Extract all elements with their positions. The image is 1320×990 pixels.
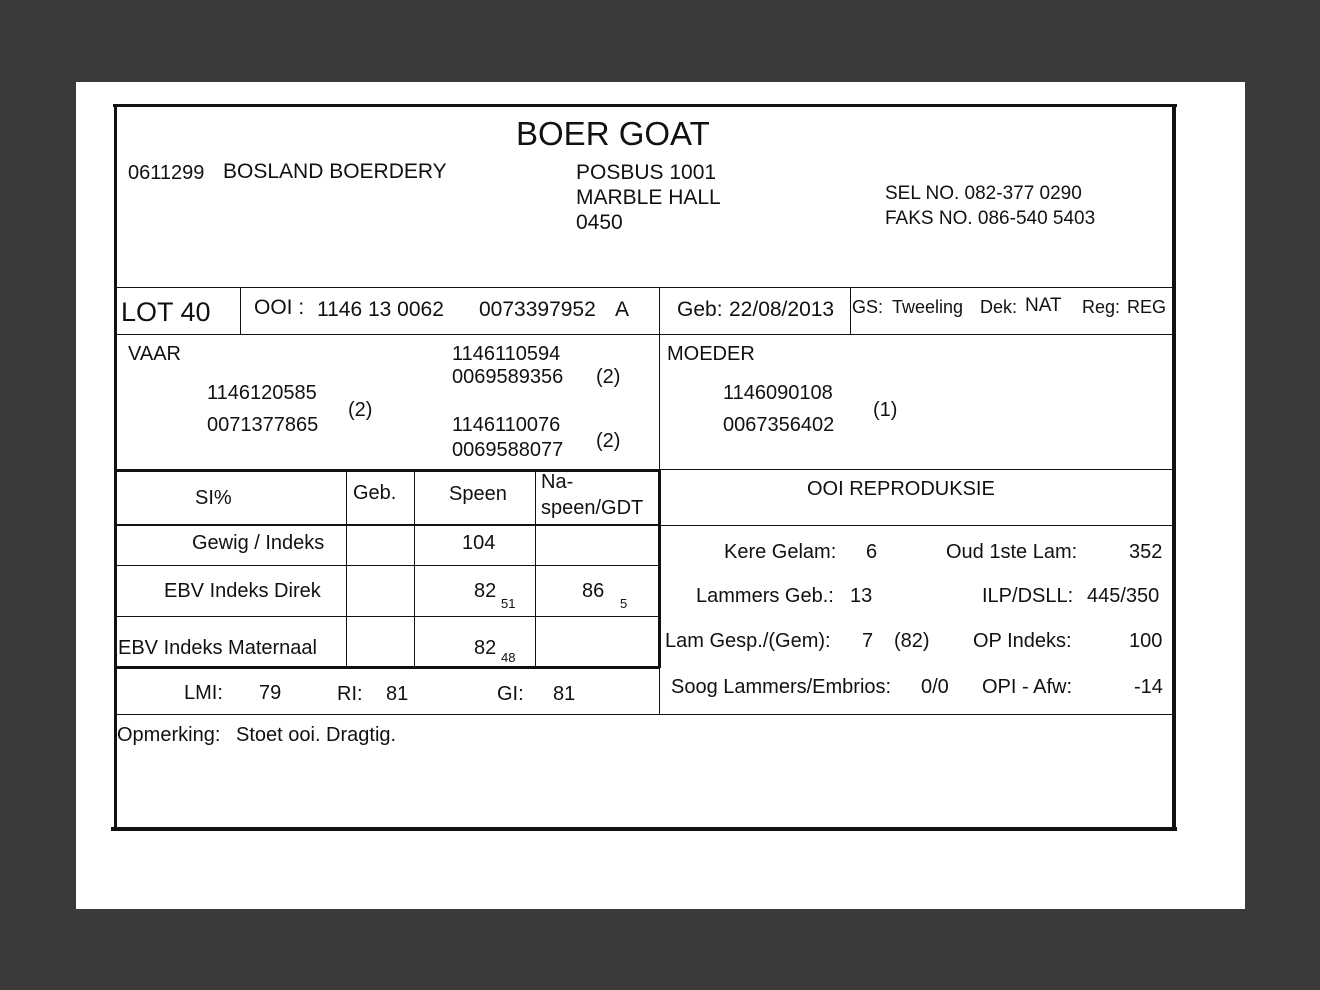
vrule-table-naspeen (535, 470, 536, 668)
card-border-left (114, 104, 117, 831)
dek-label: Dek: (980, 297, 1018, 317)
ooi-label: OOI : (254, 296, 305, 319)
row-direk-speen-accuracy: 51 (501, 596, 516, 611)
kere-gelam-value: 6 (866, 541, 878, 563)
row-gewig-speen: 104 (462, 532, 496, 554)
gi-label: GI: (497, 683, 524, 705)
speen-header: Speen (449, 483, 507, 505)
row-direk-naspeen-accuracy: 5 (620, 596, 628, 611)
remark-text: Stoet ooi. Dragtig. (236, 724, 397, 746)
vrule-mid-lower (658, 470, 661, 668)
lam-gesp-value: 7 (862, 630, 874, 652)
sire-dam-count: (2) (596, 430, 621, 452)
rule-table-row2 (116, 616, 660, 617)
row-maternaal-speen: 82 (474, 637, 497, 659)
kere-gelam-label: Kere Gelam: (724, 541, 837, 563)
ooi-number: 0073397952 (479, 298, 596, 321)
row-gewig-label: Gewig / Indeks (192, 532, 325, 554)
rule-table-row1 (116, 565, 660, 566)
rule-lot-row (116, 334, 1173, 335)
dam-number: 0067356402 (723, 414, 835, 436)
fax-number: FAKS NO. 086-540 5403 (885, 208, 1096, 229)
naspeen-header-line1: Na- (541, 471, 574, 493)
vrule-table-geb (346, 470, 347, 668)
sire-id: 1146120585 (207, 382, 317, 404)
sire-sire-number: 0069589356 (452, 366, 564, 388)
dam-label: MOEDER (667, 343, 755, 365)
row-direk-speen: 82 (474, 580, 497, 602)
address-line-2: MARBLE HALL (576, 186, 721, 209)
vrule-mid-upper (659, 288, 660, 470)
naspeen-header-line2: speen/GDT (541, 497, 644, 519)
birth-label: Geb: (677, 298, 723, 321)
sire-sire-count: (2) (596, 366, 621, 388)
si-header: SI% (195, 487, 232, 509)
dam-id: 1146090108 (723, 382, 833, 404)
oud-1ste-lam-value: 352 (1129, 541, 1163, 563)
lammers-geb-value: 13 (850, 585, 873, 607)
birth-date: 22/08/2013 (729, 298, 835, 321)
ilp-dsll-value: 445/350 (1087, 585, 1160, 607)
rule-table-header-left (116, 524, 660, 526)
dam-count: (1) (873, 399, 898, 421)
op-indeks-value: 100 (1129, 630, 1163, 652)
breeder-number: 0611299 (128, 162, 205, 184)
soog-lammers-label: Soog Lammers/Embrios: (671, 676, 892, 698)
sire-number: 0071377865 (207, 414, 319, 436)
card-border-bottom (111, 827, 1177, 831)
lmi-value: 79 (259, 682, 282, 704)
gi-value: 81 (553, 683, 576, 705)
remark-label: Opmerking: (117, 724, 221, 746)
opi-afw-label: OPI - Afw: (982, 676, 1073, 698)
soog-lammers-value: 0/0 (921, 676, 949, 698)
gs-value: Tweeling (892, 297, 964, 317)
rule-indices (116, 714, 1173, 715)
sire-dam-number: 0069588077 (452, 439, 564, 461)
rule-table-header-right (660, 525, 1173, 526)
address-line-1: POSBUS 1001 (576, 161, 717, 184)
sire-label: VAAR (128, 343, 181, 365)
ilp-dsll-label: ILP/DSLL: (982, 585, 1074, 607)
opi-afw-value: -14 (1134, 676, 1163, 698)
phone-number: SEL NO. 082-377 0290 (885, 183, 1082, 204)
ri-value: 81 (386, 683, 409, 705)
vrule-mid-indices (659, 668, 660, 715)
lmi-label: LMI: (184, 682, 223, 704)
lammers-geb-label: Lammers Geb.: (696, 585, 834, 607)
reg-label: Reg: (1082, 297, 1121, 317)
rule-pedigree-left (116, 469, 660, 472)
sire-count: (2) (348, 399, 373, 421)
op-indeks-label: OP Indeks: (973, 630, 1072, 652)
dek-value: NAT (1025, 295, 1062, 316)
row-maternaal-label: EBV Indeks Maternaal (118, 637, 317, 659)
rule-pedigree-right (660, 469, 1173, 470)
card-border-right (1172, 104, 1176, 831)
rule-table-bottom (116, 666, 660, 669)
gs-label: GS: (852, 297, 884, 317)
breeder-name: BOSLAND BOERDERY (223, 160, 447, 183)
sire-sire-id: 1146110594 (452, 343, 561, 365)
oud-1ste-lam-label: Oud 1ste Lam: (946, 541, 1078, 563)
geb-header: Geb. (353, 482, 397, 504)
ooi-grade: A (615, 298, 630, 321)
vrule-table-speen (414, 470, 415, 668)
lam-gesp-gem-value: (82) (894, 630, 930, 652)
vrule-lot (240, 288, 241, 334)
ooi-id: 1146 13 0062 (317, 298, 444, 321)
row-direk-naspeen: 86 (582, 580, 605, 602)
card-title: BOER GOAT (516, 115, 710, 152)
sire-dam-id: 1146110076 (452, 414, 561, 436)
reg-value: REG (1127, 297, 1167, 317)
row-maternaal-speen-accuracy: 48 (501, 650, 516, 665)
lot-number: LOT 40 (121, 297, 211, 327)
vrule-gs (850, 288, 851, 334)
address-line-3: 0450 (576, 211, 623, 234)
card-border-top (113, 104, 1177, 107)
ri-label: RI: (337, 683, 363, 705)
lam-gesp-label: Lam Gesp./(Gem): (665, 630, 831, 652)
reproduction-title: OOI REPRODUKSIE (807, 478, 995, 500)
rule-header (116, 287, 1173, 288)
row-direk-label: EBV Indeks Direk (164, 580, 321, 602)
